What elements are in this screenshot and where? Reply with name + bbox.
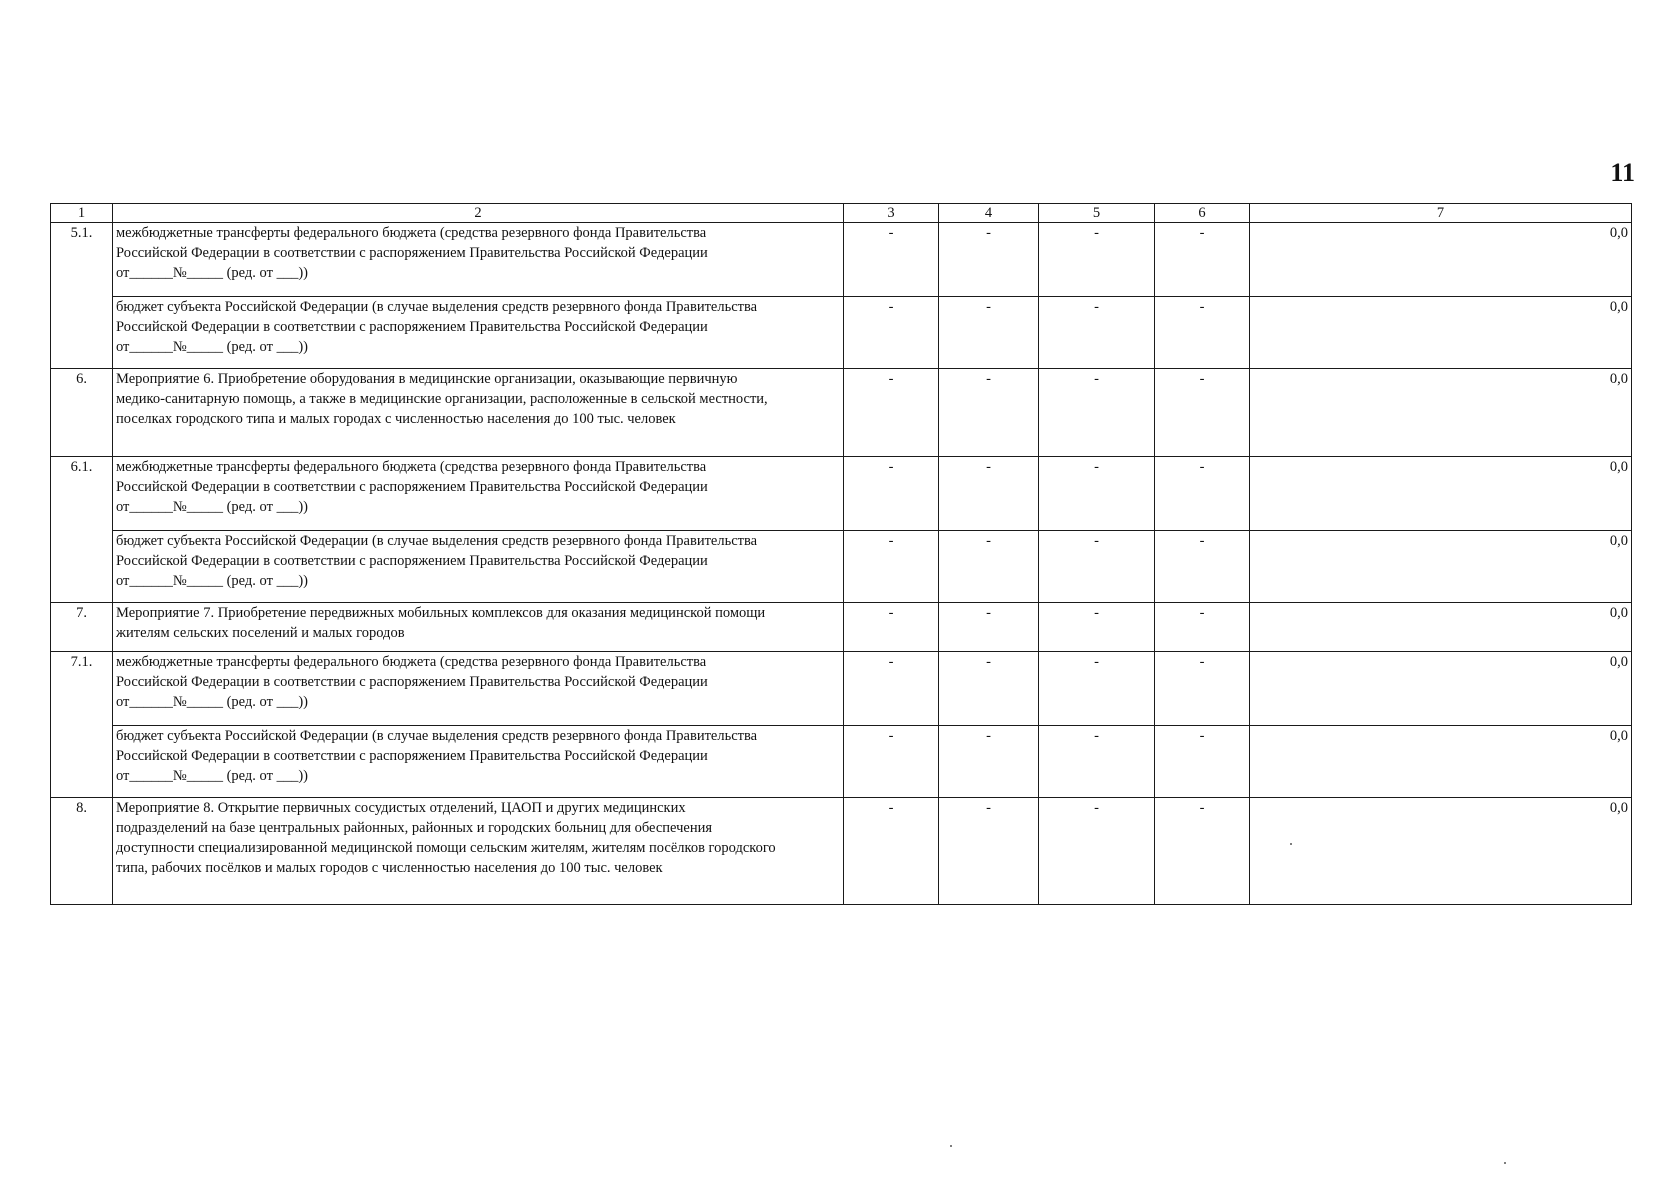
description-line: Российской Федерации в соответствии с распоряжением Правительства Российской Федерации [116,479,708,495]
cell-col6: - [1155,369,1250,457]
cell-col7-value: 0,0 [1250,798,1632,905]
description-line: доступности специализированной медицинской помощи сельским жителям, жителям посёлков городского [116,840,776,856]
cell-col3: - [844,531,939,603]
table-row [51,297,1632,369]
col-header-2: 2 [113,204,844,223]
description-line: Мероприятие 7. Приобретение передвижных мобильных комплексов для оказания медицинской помощи [116,605,766,621]
table-row [51,603,1632,652]
description-line: типа, рабочих посёлков и малых городов с численностью населения до 100 тыс. человек [116,860,663,876]
col-header-3: 3 [844,204,939,223]
description-line: подразделений на базе центральных районных, районных и городских больниц для обеспечения [116,820,713,836]
cell-col7-value: 0,0 [1250,603,1632,652]
cell-col3: - [844,369,939,457]
cell-col3: - [844,297,939,369]
cell-col6: - [1155,798,1250,905]
description-line: медико-санитарную помощь, а также в медицинские организации, расположенные в сельской местности, [116,391,768,407]
cell-col4: - [939,603,1039,652]
col-header-7: 7 [1250,204,1632,223]
scan-speck [950,1145,952,1147]
funding-table [50,203,1632,905]
row-description [113,297,844,369]
cell-col7-value: 0,0 [1250,369,1632,457]
row-description [113,369,844,457]
cell-col4: - [939,297,1039,369]
cell-col7-value: 0,0 [1250,223,1632,297]
cell-col4: - [939,652,1039,726]
description-line: межбюджетные трансферты федерального бюджета (средства резервного фонда Правительства [116,225,707,241]
row-description [113,531,844,603]
description-line: Российской Федерации в соответствии с распоряжением Правительства Российской Федерации [116,245,708,261]
description-line: жителям сельских поселений и малых городов [116,625,405,641]
cell-col5: - [1039,726,1155,798]
cell-col3: - [844,652,939,726]
cell-col5: - [1039,297,1155,369]
cell-col5: - [1039,531,1155,603]
cell-col5: - [1039,603,1155,652]
description-line: межбюджетные трансферты федерального бюджета (средства резервного фонда Правительства [116,459,707,475]
cell-col5: - [1039,223,1155,297]
row-number: 7. [51,603,113,652]
description-line: от______№_____ (ред. от ___)) [116,573,308,589]
cell-col4: - [939,531,1039,603]
description-line: от______№_____ (ред. от ___)) [116,265,308,281]
cell-col5: - [1039,652,1155,726]
scan-speck [1504,1162,1506,1164]
column-number-header [51,204,1632,223]
cell-col4: - [939,457,1039,531]
cell-col3: - [844,726,939,798]
row-number: 8. [51,798,113,905]
table-row [51,531,1632,603]
table-row [51,457,1632,531]
row-description [113,603,844,652]
description-line: от______№_____ (ред. от ___)) [116,339,308,355]
description-line: Российской Федерации в соответствии с распоряжением Правительства Российской Федерации [116,674,708,690]
cell-col5: - [1039,457,1155,531]
description-line: Российской Федерации в соответствии с распоряжением Правительства Российской Федерации [116,553,708,569]
cell-col7-value: 0,0 [1250,531,1632,603]
row-description [113,726,844,798]
description-line: Российской Федерации в соответствии с распоряжением Правительства Российской Федерации [116,319,708,335]
description-line: Российской Федерации в соответствии с распоряжением Правительства Российской Федерации [116,748,708,764]
description-line: бюджет субъекта Российской Федерации (в случае выделения средств резервного фонда Правительства [116,533,758,549]
row-description [113,798,844,905]
cell-col3: - [844,603,939,652]
description-line: от______№_____ (ред. от ___)) [116,694,308,710]
description-line: Мероприятие 6. Приобретение оборудования в медицинские организации, оказывающие первичную [116,371,738,387]
cell-col6: - [1155,603,1250,652]
col-header-6: 6 [1155,204,1250,223]
cell-col3: - [844,223,939,297]
cell-col6: - [1155,457,1250,531]
cell-col7-value: 0,0 [1250,726,1632,798]
cell-col5: - [1039,798,1155,905]
cell-col6: - [1155,223,1250,297]
cell-col3: - [844,798,939,905]
table-row [51,652,1632,726]
page-number: 11 [1610,158,1635,187]
cell-col6: - [1155,652,1250,726]
cell-col4: - [939,223,1039,297]
table-row [51,726,1632,798]
row-description [113,652,844,726]
cell-col4: - [939,726,1039,798]
description-line: Мероприятие 8. Открытие первичных сосудистых отделений, ЦАОП и других медицинских [116,800,686,816]
table-row [51,223,1632,297]
description-line: поселках городского типа и малых городах с численностью населения до 100 тыс. человек [116,411,676,427]
description-line: бюджет субъекта Российской Федерации (в случае выделения средств резервного фонда Правительства [116,728,758,744]
cell-col4: - [939,798,1039,905]
description-line: бюджет субъекта Российской Федерации (в случае выделения средств резервного фонда Правительства [116,299,758,315]
description-line: от______№_____ (ред. от ___)) [116,768,308,784]
description-line: межбюджетные трансферты федерального бюджета (средства резервного фонда Правительства [116,654,707,670]
cell-col5: - [1039,369,1155,457]
row-number: 6. [51,369,113,457]
row-description [113,457,844,531]
row-number: 5.1. [51,223,113,369]
cell-col6: - [1155,531,1250,603]
cell-col6: - [1155,297,1250,369]
cell-col7-value: 0,0 [1250,297,1632,369]
row-number: 7.1. [51,652,113,798]
cell-col6: - [1155,726,1250,798]
col-header-4: 4 [939,204,1039,223]
scan-speck [1290,843,1292,845]
table-row [51,798,1632,905]
description-line: от______№_____ (ред. от ___)) [116,499,308,515]
col-header-1: 1 [51,204,113,223]
table-row [51,369,1632,457]
row-number: 6.1. [51,457,113,603]
cell-col7-value: 0,0 [1250,457,1632,531]
row-description [113,223,844,297]
cell-col7-value: 0,0 [1250,652,1632,726]
col-header-5: 5 [1039,204,1155,223]
cell-col4: - [939,369,1039,457]
cell-col3: - [844,457,939,531]
